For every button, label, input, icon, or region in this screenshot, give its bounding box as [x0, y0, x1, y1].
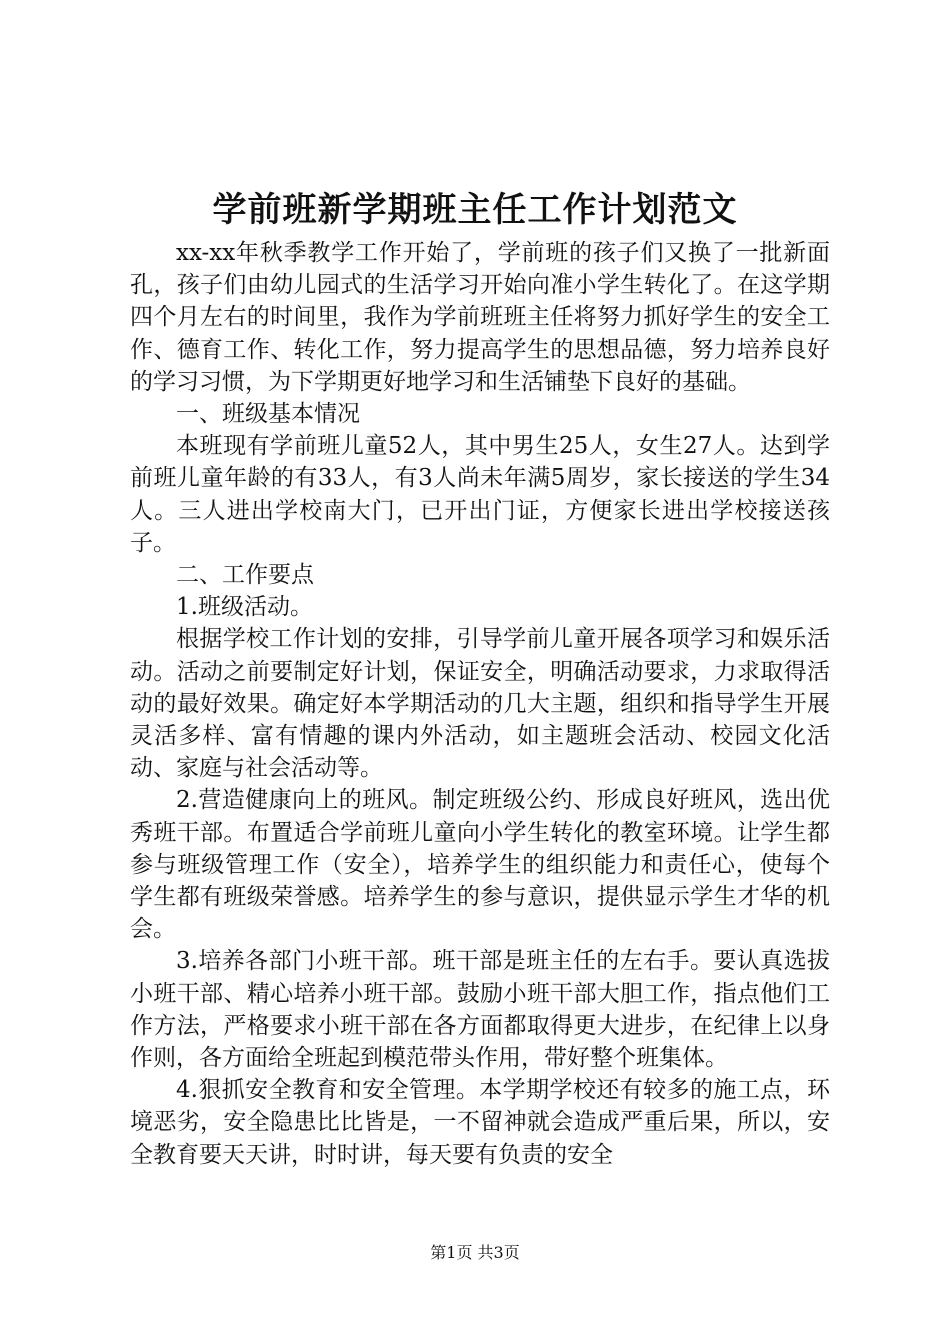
paragraph-class-leaders: 3.培养各部门小班干部。班干部是班主任的左右手。要认真选拔小班干部、精心培养小班干部。鼓励小班干部大胆工作，指点他们工作方法，严格要求小班干部在各方面都取得更大进步，在纪律上以身作则，各方面给全班起到模范带头作用，带好整个班集体。 — [130, 948, 830, 1072]
paragraph-intro: xx-xx年秋季教学工作开始了，学前班的孩子们又换了一批新面孔，孩子们由幼儿园式的生活学习开始向准小学生转化了。在这学期四个月左右的时间里，我作为学前班班主任将努力抓好学生的安全工作、德育工作、转化工作，努力提高学生的思想品德，努力培养良好的学习习惯，为下学期更好地学习和生活铺垫下良好的基础。 — [130, 240, 830, 395]
heading-class-basics: 一、班级基本情况 — [176, 401, 360, 428]
page-footer: 第1页 共3页 — [430, 1243, 520, 1262]
heading-work-points: 二、工作要点 — [176, 562, 314, 589]
paragraph-class-activities: 根据学校工作计划的安排，引导学前儿童开展各项学习和娱乐活动。活动之前要制定好计划，保证安全，明确活动要求，力求取得活动的最好效果。确定好本学期活动的几大主题，组织和指导学生开展灵活多样、富有情趣的课内外活动，如主题班会活动、校园文化活动、家庭与社会活动等。 — [130, 626, 830, 782]
page-title: 学前班新学期班主任工作计划范文 — [212, 190, 738, 230]
paragraph-safety: 4.狠抓安全教育和安全管理。本学期学校还有较多的施工点，环境恶劣，安全隐患比比皆是，一不留神就会造成严重后果，所以，安全教育要天天讲，时时讲，每天要有负责的安全 — [130, 1077, 830, 1168]
paragraph-class-basics: 本班现有学前班儿童52人，其中男生25人，女生27人。达到学前班儿童年龄的有33人，有3人尚未年满5周岁，家长接送的学生34人。三人进出学校南大门，已开出门证，方便家长进出学校接送孩子。 — [130, 433, 830, 556]
subheading-class-activities: 1.班级活动。 — [176, 594, 313, 621]
document-body — [130, 237, 830, 1171]
paragraph-class-culture: 2.营造健康向上的班风。制定班级公约、形成良好班风，选出优秀班干部。布置适合学前班儿童向小学生转化的教室环境。让学生都参与班级管理工作（安全），培养学生的组织能力和责任心，使每个学生都有班级荣誉感。培养学生的参与意识，提供显示学生才华的机会。 — [130, 787, 830, 943]
